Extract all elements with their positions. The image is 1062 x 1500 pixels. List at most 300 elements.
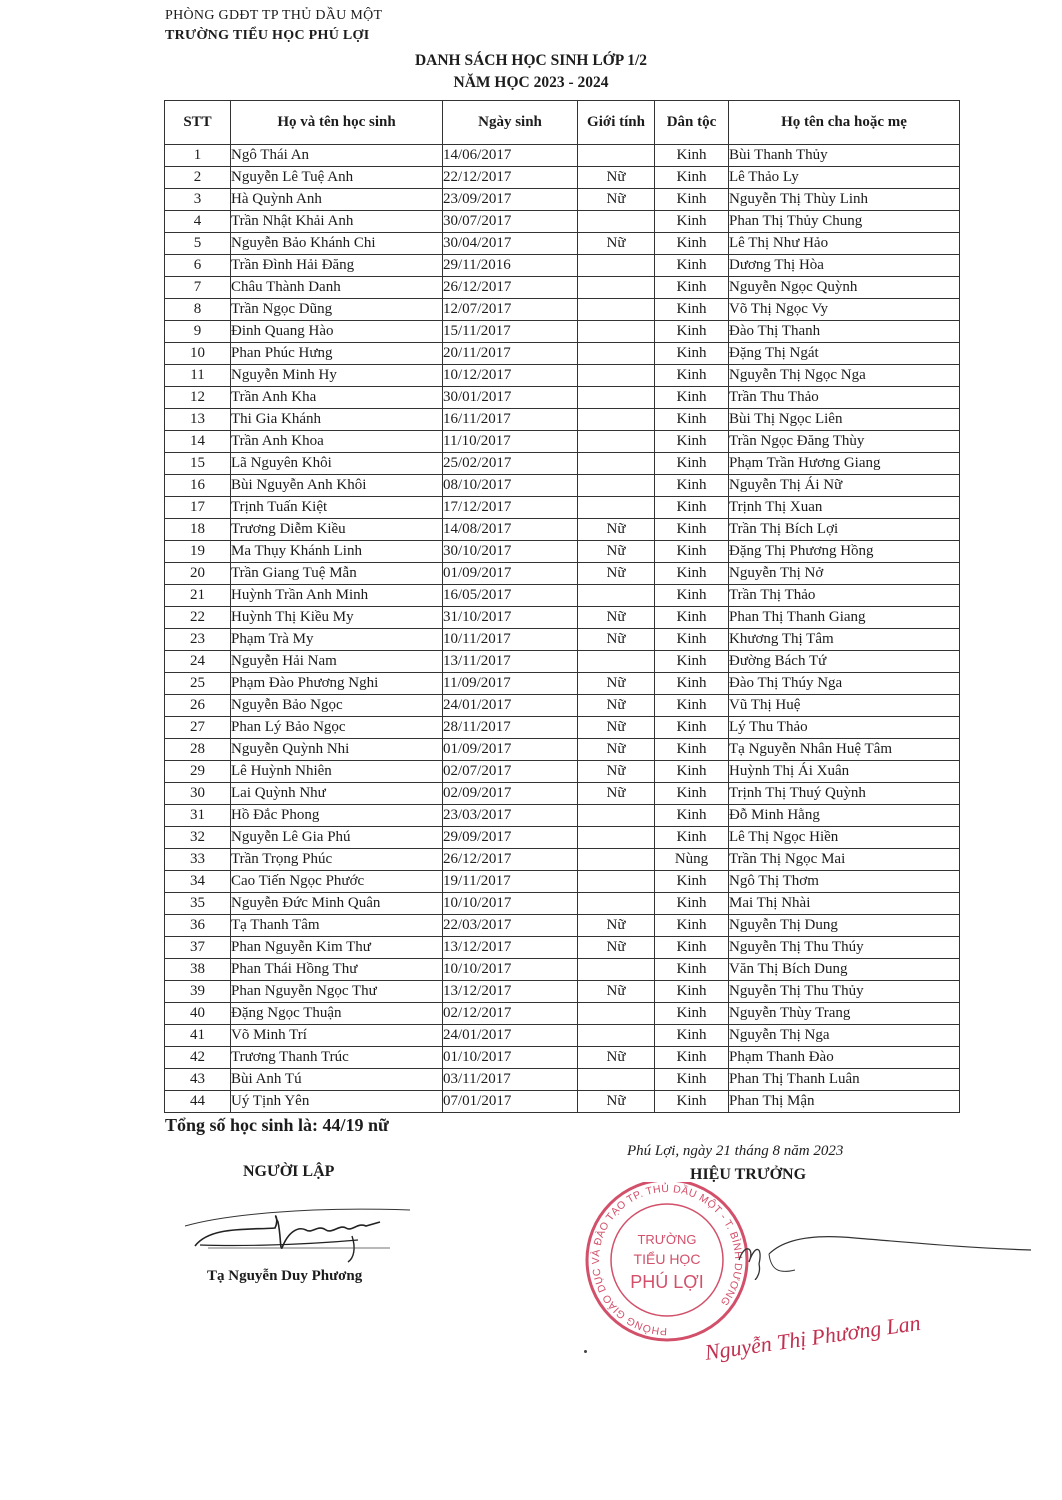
student-name-cell: Phan Nguyễn Ngọc Thư [231,981,443,1003]
ethnicity-cell: Kinh [655,783,729,805]
stamp-line2: TIỂU HỌC [633,1251,701,1267]
student-name-cell: Trần Anh Khoa [231,431,443,453]
gender-cell: Nữ [578,1047,655,1069]
student-name-cell: Nguyễn Quỳnh Nhi [231,739,443,761]
parent-name-cell: Trần Thu Thảo [729,387,960,409]
table-row [165,233,960,255]
ethnicity-cell: Kinh [655,1025,729,1047]
table-row [165,277,960,299]
parent-name-cell: Đào Thị Thúy Nga [729,673,960,695]
stt-cell: 11 [165,365,231,387]
birthdate-cell: 11/10/2017 [443,431,578,453]
student-name-cell: Phan Nguyễn Kim Thư [231,937,443,959]
table-row [165,387,960,409]
ethnicity-cell: Kinh [655,211,729,233]
student-name-cell: Huỳnh Trần Anh Minh [231,585,443,607]
table-header-row [165,101,960,145]
gender-cell: Nữ [578,783,655,805]
parent-name-cell: Trịnh Thị Thuý Quỳnh [729,783,960,805]
student-name-cell: Trần Ngọc Dũng [231,299,443,321]
birthdate-cell: 13/12/2017 [443,981,578,1003]
parent-name-cell: Huỳnh Thị Ái Xuân [729,761,960,783]
table-row [165,365,960,387]
birthdate-cell: 26/12/2017 [443,849,578,871]
table-row [165,497,960,519]
stamp-line1: TRƯỜNG [637,1232,697,1247]
parent-name-cell: Bùi Thanh Thủy [729,145,960,167]
student-name-cell: Thi Gia Khánh [231,409,443,431]
student-name-cell: Ngô Thái An [231,145,443,167]
table-row [165,1025,960,1047]
stt-cell: 26 [165,695,231,717]
stt-cell: 21 [165,585,231,607]
ethnicity-cell: Kinh [655,431,729,453]
parent-name-cell: Trần Ngọc Đăng Thùy [729,431,960,453]
student-name-cell: Tạ Thanh Tâm [231,915,443,937]
stt-cell: 15 [165,453,231,475]
parent-name-cell: Nguyễn Thị Dung [729,915,960,937]
table-row [165,739,960,761]
parent-name-cell: Nguyễn Thị Ngọc Nga [729,365,960,387]
birthdate-cell: 24/01/2017 [443,1025,578,1047]
document-title: DANH SÁCH HỌC SINH LỚP 1/2 [414,52,648,69]
column-header-gender: Giới tính [578,101,655,145]
stt-cell: 34 [165,871,231,893]
student-name-cell: Trần Trọng Phúc [231,849,443,871]
stt-cell: 13 [165,409,231,431]
table-row [165,937,960,959]
ethnicity-cell: Kinh [655,607,729,629]
ethnicity-cell: Kinh [655,475,729,497]
table-row [165,585,960,607]
parent-name-cell: Phan Thị Thanh Luân [729,1069,960,1091]
stt-cell: 5 [165,233,231,255]
table-row [165,563,960,585]
birthdate-cell: 08/10/2017 [443,475,578,497]
stt-cell: 19 [165,541,231,563]
gender-cell [578,277,655,299]
parent-name-cell: Đường Bách Tứ [729,651,960,673]
ethnicity-cell: Kinh [655,321,729,343]
student-name-cell: Phạm Trà My [231,629,443,651]
column-header-ethnicity: Dân tộc [655,101,729,145]
student-name-cell: Nguyễn Lê Gia Phú [231,827,443,849]
ethnicity-cell: Kinh [655,673,729,695]
ink-dot [584,1350,587,1353]
stt-cell: 10 [165,343,231,365]
stt-cell: 18 [165,519,231,541]
table-row [165,343,960,365]
stt-cell: 17 [165,497,231,519]
table-row [165,805,960,827]
stt-cell: 4 [165,211,231,233]
table-row [165,299,960,321]
gender-cell [578,893,655,915]
birthdate-cell: 16/11/2017 [443,409,578,431]
birthdate-cell: 14/06/2017 [443,145,578,167]
table-row [165,673,960,695]
ethnicity-cell: Kinh [655,189,729,211]
table-row [165,541,960,563]
student-name-cell: Trần Giang Tuệ Mẫn [231,563,443,585]
creator-title: NGƯỜI LẬP [243,1163,335,1180]
ethnicity-cell: Kinh [655,563,729,585]
table-row [165,959,960,981]
gender-cell [578,651,655,673]
parent-name-cell: Lê Thị Ngọc Hiền [729,827,960,849]
stt-cell: 1 [165,145,231,167]
parent-name-cell: Phạm Thanh Đào [729,1047,960,1069]
student-name-cell: Bùi Nguyễn Anh Khôi [231,475,443,497]
student-table [164,100,960,1113]
table-row [165,827,960,849]
table-row [165,475,960,497]
birthdate-cell: 25/02/2017 [443,453,578,475]
gender-cell: Nữ [578,761,655,783]
school-year: NĂM HỌC 2023 - 2024 [453,74,609,91]
stt-cell: 40 [165,1003,231,1025]
ethnicity-cell: Kinh [655,541,729,563]
gender-cell [578,299,655,321]
birthdate-cell: 26/12/2017 [443,277,578,299]
ethnicity-cell: Kinh [655,1091,729,1113]
gender-cell: Nữ [578,717,655,739]
stt-cell: 32 [165,827,231,849]
student-name-cell: Trịnh Tuấn Kiệt [231,497,443,519]
table-row [165,629,960,651]
ethnicity-cell: Kinh [655,145,729,167]
gender-cell: Nữ [578,937,655,959]
parent-name-cell: Nguyễn Thị Thu Thúy [729,937,960,959]
parent-name-cell: Phạm Trần Hương Giang [729,453,960,475]
student-name-cell: Phan Lý Bảo Ngọc [231,717,443,739]
birthdate-cell: 01/09/2017 [443,739,578,761]
column-header-parent: Họ tên cha hoặc mẹ [729,101,960,145]
stt-cell: 44 [165,1091,231,1113]
birthdate-cell: 01/10/2017 [443,1047,578,1069]
gender-cell: Nữ [578,607,655,629]
parent-name-cell: Phan Thị Thanh Giang [729,607,960,629]
student-name-cell: Lai Quỳnh Như [231,783,443,805]
stt-cell: 16 [165,475,231,497]
table-row [165,211,960,233]
gender-cell: Nữ [578,541,655,563]
column-header-stt: STT [165,101,231,145]
student-name-cell: Huỳnh Thị Kiều My [231,607,443,629]
table-row [165,1047,960,1069]
principal-signature [735,1230,1035,1280]
school-header: TRƯỜNG TIỂU HỌC PHÚ LỢI [165,28,370,43]
parent-name-cell: Đỗ Minh Hằng [729,805,960,827]
ethnicity-cell: Kinh [655,827,729,849]
ethnicity-cell: Kinh [655,937,729,959]
gender-cell [578,475,655,497]
ethnicity-cell: Kinh [655,453,729,475]
birthdate-cell: 19/11/2017 [443,871,578,893]
birthdate-cell: 23/03/2017 [443,805,578,827]
gender-cell [578,431,655,453]
ethnicity-cell: Kinh [655,893,729,915]
student-name-cell: Hà Quỳnh Anh [231,189,443,211]
stt-cell: 28 [165,739,231,761]
column-header-dob: Ngày sinh [443,101,578,145]
birthdate-cell: 15/11/2017 [443,321,578,343]
parent-name-cell: Khương Thị Tâm [729,629,960,651]
stt-cell: 2 [165,167,231,189]
student-name-cell: Nguyễn Minh Hy [231,365,443,387]
ethnicity-cell: Nùng [655,849,729,871]
table-row [165,1069,960,1091]
student-name-cell: Trương Diễm Kiều [231,519,443,541]
table-row [165,145,960,167]
birthdate-cell: 30/07/2017 [443,211,578,233]
gender-cell: Nữ [578,233,655,255]
student-name-cell: Trần Anh Kha [231,387,443,409]
table-row [165,255,960,277]
student-name-cell: Ma Thụy Khánh Linh [231,541,443,563]
table-row [165,849,960,871]
parent-name-cell: Trịnh Thị Xuan [729,497,960,519]
gender-cell [578,387,655,409]
birthdate-cell: 10/10/2017 [443,959,578,981]
birthdate-cell: 20/11/2017 [443,343,578,365]
birthdate-cell: 30/04/2017 [443,233,578,255]
table-row [165,651,960,673]
parent-name-cell: Nguyễn Thị Nga [729,1025,960,1047]
gender-cell: Nữ [578,739,655,761]
parent-name-cell: Phan Thị Thủy Chung [729,211,960,233]
student-name-cell: Nguyễn Hải Nam [231,651,443,673]
ethnicity-cell: Kinh [655,695,729,717]
ethnicity-cell: Kinh [655,915,729,937]
student-name-cell: Trần Nhật Khải Anh [231,211,443,233]
table-row [165,783,960,805]
stt-cell: 20 [165,563,231,585]
gender-cell [578,321,655,343]
table-row [165,981,960,1003]
ethnicity-cell: Kinh [655,761,729,783]
table-row [165,453,960,475]
stt-cell: 22 [165,607,231,629]
parent-name-cell: Nguyễn Thị Ái Nữ [729,475,960,497]
stt-cell: 24 [165,651,231,673]
student-name-cell: Phan Phúc Hưng [231,343,443,365]
student-name-cell: Phan Thái Hồng Thư [231,959,443,981]
table-row [165,1003,960,1025]
stamp-line3: PHÚ LỢI [630,1272,704,1292]
gender-cell [578,497,655,519]
ethnicity-cell: Kinh [655,651,729,673]
principal-title: HIỆU TRƯỞNG [690,1166,807,1183]
gender-cell: Nữ [578,563,655,585]
birthdate-cell: 22/03/2017 [443,915,578,937]
gender-cell [578,453,655,475]
gender-cell [578,959,655,981]
ethnicity-cell: Kinh [655,585,729,607]
student-name-cell: Lê Huỳnh Nhiên [231,761,443,783]
gender-cell [578,255,655,277]
stt-cell: 41 [165,1025,231,1047]
student-name-cell: Nguyễn Bảo Ngọc [231,695,443,717]
ethnicity-cell: Kinh [655,277,729,299]
gender-cell [578,365,655,387]
student-name-cell: Hồ Đắc Phong [231,805,443,827]
birthdate-cell: 31/10/2017 [443,607,578,629]
student-name-cell: Uý Tịnh Yên [231,1091,443,1113]
parent-name-cell: Vũ Thị Huệ [729,695,960,717]
school-stamp [575,1182,760,1342]
ethnicity-cell: Kinh [655,299,729,321]
table-row [165,167,960,189]
stt-cell: 12 [165,387,231,409]
stt-cell: 23 [165,629,231,651]
table-row [165,1091,960,1113]
table-row [165,519,960,541]
stt-cell: 36 [165,915,231,937]
table-row [165,189,960,211]
stt-cell: 27 [165,717,231,739]
parent-name-cell: Trần Thị Ngọc Mai [729,849,960,871]
gender-cell [578,849,655,871]
ethnicity-cell: Kinh [655,497,729,519]
stt-cell: 6 [165,255,231,277]
stt-cell: 9 [165,321,231,343]
ethnicity-cell: Kinh [655,1003,729,1025]
ethnicity-cell: Kinh [655,343,729,365]
parent-name-cell: Trần Thị Thảo [729,585,960,607]
parent-name-cell: Tạ Nguyễn Nhân Huệ Tâm [729,739,960,761]
birthdate-cell: 12/07/2017 [443,299,578,321]
table-row [165,607,960,629]
birthdate-cell: 29/09/2017 [443,827,578,849]
creator-name: Tạ Nguyễn Duy Phương [207,1268,363,1284]
ethnicity-cell: Kinh [655,739,729,761]
ethnicity-cell: Kinh [655,981,729,1003]
parent-name-cell: Võ Thị Ngọc Vy [729,299,960,321]
gender-cell: Nữ [578,981,655,1003]
table-row [165,695,960,717]
birthdate-cell: 07/01/2017 [443,1091,578,1113]
gender-cell [578,343,655,365]
birthdate-cell: 11/09/2017 [443,673,578,695]
student-name-cell: Phạm Đào Phương Nghi [231,673,443,695]
table-row [165,871,960,893]
gender-cell [578,211,655,233]
birthdate-cell: 30/01/2017 [443,387,578,409]
parent-name-cell: Nguyễn Thị Thùy Linh [729,189,960,211]
stt-cell: 42 [165,1047,231,1069]
stt-cell: 29 [165,761,231,783]
birthdate-cell: 16/05/2017 [443,585,578,607]
parent-name-cell: Lý Thu Thảo [729,717,960,739]
student-name-cell: Đinh Quang Hào [231,321,443,343]
stt-cell: 37 [165,937,231,959]
ethnicity-cell: Kinh [655,409,729,431]
birthdate-cell: 17/12/2017 [443,497,578,519]
ethnicity-cell: Kinh [655,233,729,255]
gender-cell [578,1069,655,1091]
birthdate-cell: 02/09/2017 [443,783,578,805]
birthdate-cell: 02/12/2017 [443,1003,578,1025]
stt-cell: 38 [165,959,231,981]
department-header: PHÒNG GDĐT TP THỦ DẦU MỘT [165,8,383,23]
gender-cell: Nữ [578,167,655,189]
ethnicity-cell: Kinh [655,365,729,387]
table-row [165,761,960,783]
gender-cell [578,409,655,431]
ethnicity-cell: Kinh [655,1047,729,1069]
parent-name-cell: Nguyễn Thị Thu Thủy [729,981,960,1003]
gender-cell [578,827,655,849]
ethnicity-cell: Kinh [655,167,729,189]
gender-cell [578,1003,655,1025]
student-name-cell: Trương Thanh Trúc [231,1047,443,1069]
stt-cell: 39 [165,981,231,1003]
parent-name-cell: Đào Thị Thanh [729,321,960,343]
parent-name-cell: Nguyễn Thị Nở [729,563,960,585]
student-name-cell: Trần Đình Hải Đăng [231,255,443,277]
birthdate-cell: 14/08/2017 [443,519,578,541]
birthdate-cell: 22/12/2017 [443,167,578,189]
gender-cell: Nữ [578,1091,655,1113]
birthdate-cell: 13/12/2017 [443,937,578,959]
gender-cell: Nữ [578,629,655,651]
gender-cell: Nữ [578,915,655,937]
parent-name-cell: Trần Thị Bích Lợi [729,519,960,541]
ethnicity-cell: Kinh [655,629,729,651]
stt-cell: 25 [165,673,231,695]
student-name-cell: Bùi Anh Tú [231,1069,443,1091]
parent-name-cell: Mai Thị Nhài [729,893,960,915]
stt-cell: 33 [165,849,231,871]
parent-name-cell: Đặng Thị Phương Hồng [729,541,960,563]
student-name-cell: Võ Minh Trí [231,1025,443,1047]
parent-name-cell: Đặng Thị Ngát [729,343,960,365]
table-row [165,431,960,453]
student-name-cell: Nguyễn Lê Tuệ Anh [231,167,443,189]
parent-name-cell: Bùi Thị Ngọc Liên [729,409,960,431]
parent-name-cell: Lê Thị Như Hảo [729,233,960,255]
parent-name-cell: Văn Thị Bích Dung [729,959,960,981]
ethnicity-cell: Kinh [655,255,729,277]
birthdate-cell: 03/11/2017 [443,1069,578,1091]
gender-cell [578,871,655,893]
parent-name-cell: Nguyễn Ngọc Quỳnh [729,277,960,299]
column-header-name: Họ và tên học sinh [231,101,443,145]
gender-cell [578,145,655,167]
birthdate-cell: 13/11/2017 [443,651,578,673]
student-name-cell: Nguyễn Đức Minh Quân [231,893,443,915]
table-row [165,321,960,343]
place-date: Phú Lợi, ngày 21 tháng 8 năm 2023 [627,1143,844,1159]
stt-cell: 43 [165,1069,231,1091]
creator-signature [180,1188,420,1270]
gender-cell [578,805,655,827]
birthdate-cell: 29/11/2016 [443,255,578,277]
gender-cell: Nữ [578,519,655,541]
table-row [165,893,960,915]
gender-cell: Nữ [578,695,655,717]
ethnicity-cell: Kinh [655,805,729,827]
ethnicity-cell: Kinh [655,1069,729,1091]
birthdate-cell: 10/10/2017 [443,893,578,915]
birthdate-cell: 01/09/2017 [443,563,578,585]
student-name-cell: Đặng Ngọc Thuận [231,1003,443,1025]
ethnicity-cell: Kinh [655,959,729,981]
ethnicity-cell: Kinh [655,519,729,541]
gender-cell [578,1025,655,1047]
stt-cell: 30 [165,783,231,805]
